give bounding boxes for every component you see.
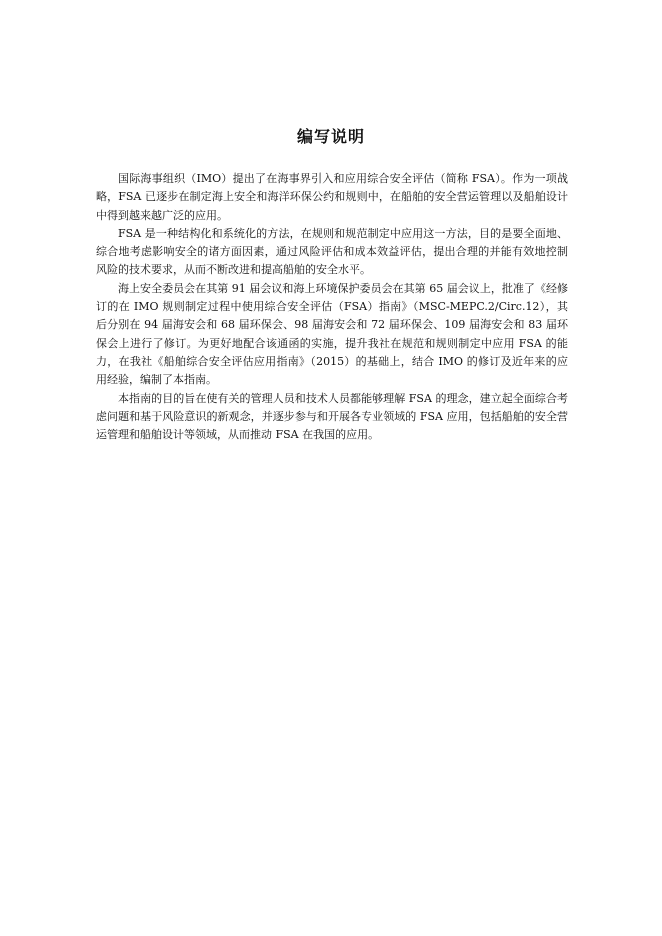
paragraph-history: 海上安全委员会在其第 91 届会议和海上环境保护委员会在其第 65 届会议上，批准了《经修订的在 IMO 规则制定过程中使用综合安全评估（FSA）指南》（MSC-MEPC.2/Circ.12），其后分别在 94 届海安会和 68 届环保会、98 届海安会和 72 届环保会、109 届海安会和 83 届环保会上进行了修订。为更好地配合该通函的实施，提升我社在规范和规则制定中应用 FSA 的能力，在我社《船舶综合安全评估应用指南》（2015）的基础上，结合 IMO 的修订及近年来的应用经验，编制了本指南。 [96, 281, 568, 387]
paragraph-fsa-method: FSA 是一种结构化和系统化的方法，在规则和规范制定中应用这一方法，目的是要全面地、综合地考虑影响安全的诸方面因素，通过风险评估和成本效益评估，提出合理的并能有效地控制风险的技术要求，从而不断改进和提高船舶的安全水平。 [96, 226, 568, 277]
page-title: 编写说明 [296, 127, 365, 146]
body-text [96, 170, 568, 444]
paragraph-intro: 国际海事组织（IMO）提出了在海事界引入和应用综合安全评估（简称 FSA）。作为一项战略，FSA 已逐步在制定海上安全和海洋环保公约和规则中，在船舶的安全营运管理以及船舶设计中得到越来越广泛的应用。 [96, 172, 568, 222]
paragraph-purpose: 本指南的目的旨在使有关的管理人员和技术人员都能够理解 FSA 的理念，建立起全面综合考虑问题和基于风险意识的新观念，并逐步参与和开展各专业领域的 FSA 应用，包括船舶的安全营运管理和船舶设计等领域，从而推动 FSA 在我国的应用。 [96, 391, 568, 442]
